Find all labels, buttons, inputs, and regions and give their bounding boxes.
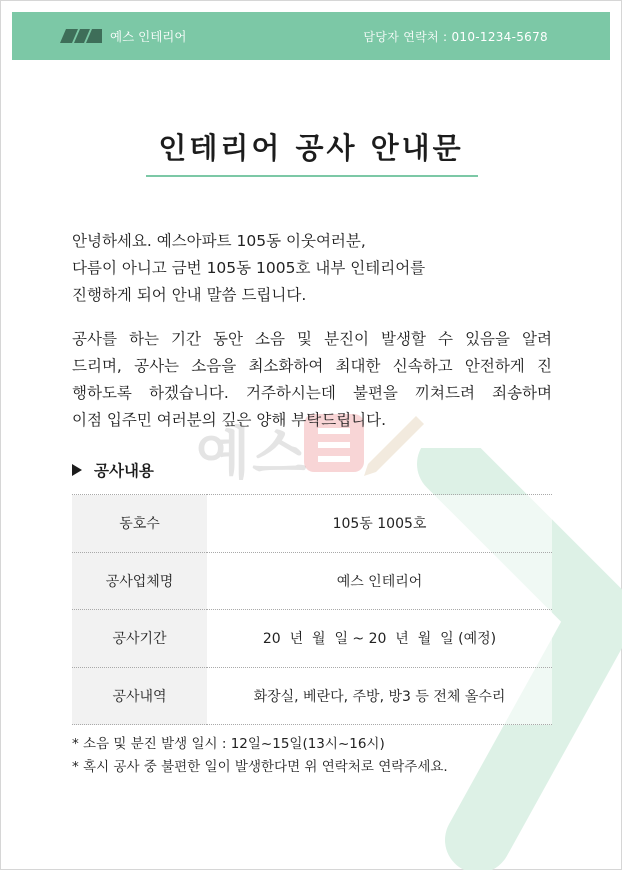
document-title: 인테리어 공사 안내문	[158, 131, 464, 165]
notice-line: 이점 입주민 여러분의 깊은 양해 부탁드립니다.	[72, 411, 387, 429]
table-row	[72, 667, 552, 725]
brand-name: 예스 인테리어	[110, 29, 187, 44]
row-value: 20 년 월 일 ~ 20 년 월 일 (예정)	[207, 610, 552, 668]
intro-line: 안녕하세요. 예스아파트 105동 이웃여러분,	[72, 232, 366, 250]
notice-line: 드리며, 공사는 소음을 최소화하여 최대한 신속하고 안전하게 진	[72, 357, 552, 375]
intro-paragraph	[72, 228, 552, 309]
section-heading-label: 공사내용	[94, 462, 154, 480]
intro-line: 진행하게 되어 안내 말씀 드립니다.	[72, 286, 307, 304]
header-bar	[12, 12, 610, 60]
row-value: 화장실, 베란다, 주방, 방3 등 전체 올수리	[207, 667, 552, 725]
intro-line: 다름이 아니고 금번 105동 1005호 내부 인테리어를	[72, 259, 426, 277]
table-row	[72, 495, 552, 553]
table-row	[72, 610, 552, 668]
footnotes	[72, 733, 448, 779]
triangle-bullet-icon	[72, 464, 82, 476]
row-label: 공사내역	[72, 667, 207, 725]
notice-paragraph	[72, 326, 552, 434]
table-row	[72, 552, 552, 610]
footnote: * 혹시 공사 중 불편한 일이 발생한다면 위 연락처로 연락주세요.	[72, 759, 448, 775]
construction-info-table	[72, 494, 552, 725]
section-heading	[72, 459, 154, 481]
row-label: 동호수	[72, 495, 207, 553]
watermark-text: 예스	[196, 422, 309, 487]
brand	[60, 27, 186, 45]
title-underline	[146, 175, 478, 177]
notice-line: 행하도록 하겠습니다. 거주하시는데 불편을 끼쳐드려 죄송하며	[72, 384, 552, 402]
row-label: 공사업체명	[72, 552, 207, 610]
row-label: 공사기간	[72, 610, 207, 668]
notice-line: 공사를 하는 기간 동안 소음 및 분진이 발생할 수 있음을 알려	[72, 330, 552, 348]
brand-logo-icon	[60, 29, 102, 43]
contact-info: 담당자 연락처 : 010-1234-5678	[363, 29, 548, 44]
row-value: 105동 1005호	[207, 495, 552, 553]
footnote: * 소음 및 분진 발생 일시 : 12일~15일(13시~16시)	[72, 736, 385, 752]
row-value: 예스 인테리어	[207, 552, 552, 610]
